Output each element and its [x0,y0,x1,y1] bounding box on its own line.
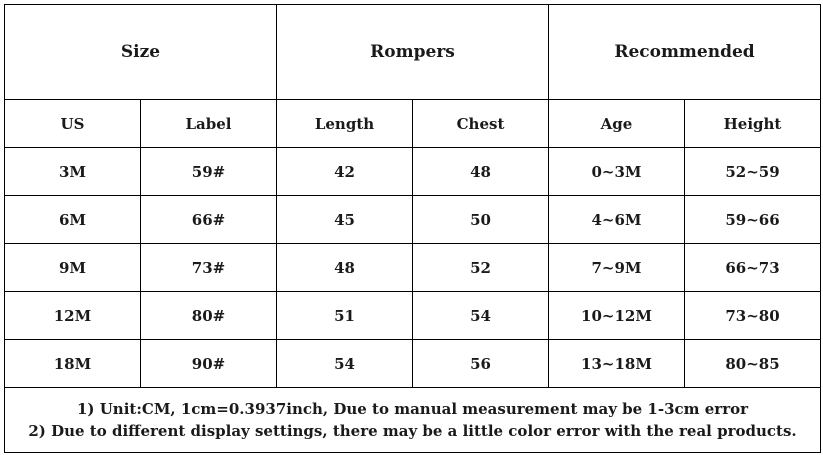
notes-cell [5,388,821,453]
column-header-row [5,100,821,148]
cell-age: 13~18M [549,340,685,388]
cell-us: 9M [5,244,141,292]
group-header-rompers: Rompers [277,5,549,100]
cell-chest: 52 [413,244,549,292]
cell-label: 66# [141,196,277,244]
cell-length: 54 [277,340,413,388]
cell-length: 45 [277,196,413,244]
cell-label: 80# [141,292,277,340]
cell-chest: 50 [413,196,549,244]
notes-row [5,388,821,453]
column-header-chest: Chest [413,100,549,148]
note-unit: 1) Unit:CM, 1cm=0.3937inch, Due to manual measurement may be 1-3cm error [76,400,749,418]
cell-height: 66~73 [685,244,821,292]
cell-label: 73# [141,244,277,292]
group-header-size: Size [5,5,277,100]
table-row [5,196,821,244]
cell-label: 59# [141,148,277,196]
column-header-age: Age [549,100,685,148]
column-header-height: Height [685,100,821,148]
cell-height: 59~66 [685,196,821,244]
cell-chest: 56 [413,340,549,388]
cell-height: 80~85 [685,340,821,388]
cell-us: 12M [5,292,141,340]
column-header-us: US [5,100,141,148]
cell-height: 52~59 [685,148,821,196]
column-header-length: Length [277,100,413,148]
cell-us: 6M [5,196,141,244]
column-header-label: Label [141,100,277,148]
table-row [5,340,821,388]
cell-length: 48 [277,244,413,292]
group-header-recommended: Recommended [549,5,821,100]
cell-label: 90# [141,340,277,388]
cell-length: 42 [277,148,413,196]
cell-height: 73~80 [685,292,821,340]
cell-chest: 48 [413,148,549,196]
table-row [5,292,821,340]
group-header-row [5,5,821,100]
note-color: 2) Due to different display settings, there may be a little color error with the real products. [28,422,797,440]
cell-age: 0~3M [549,148,685,196]
cell-age: 7~9M [549,244,685,292]
cell-us: 3M [5,148,141,196]
table-row [5,244,821,292]
table-row [5,148,821,196]
cell-us: 18M [5,340,141,388]
cell-age: 10~12M [549,292,685,340]
cell-age: 4~6M [549,196,685,244]
size-chart-table [4,4,821,453]
cell-chest: 54 [413,292,549,340]
cell-length: 51 [277,292,413,340]
